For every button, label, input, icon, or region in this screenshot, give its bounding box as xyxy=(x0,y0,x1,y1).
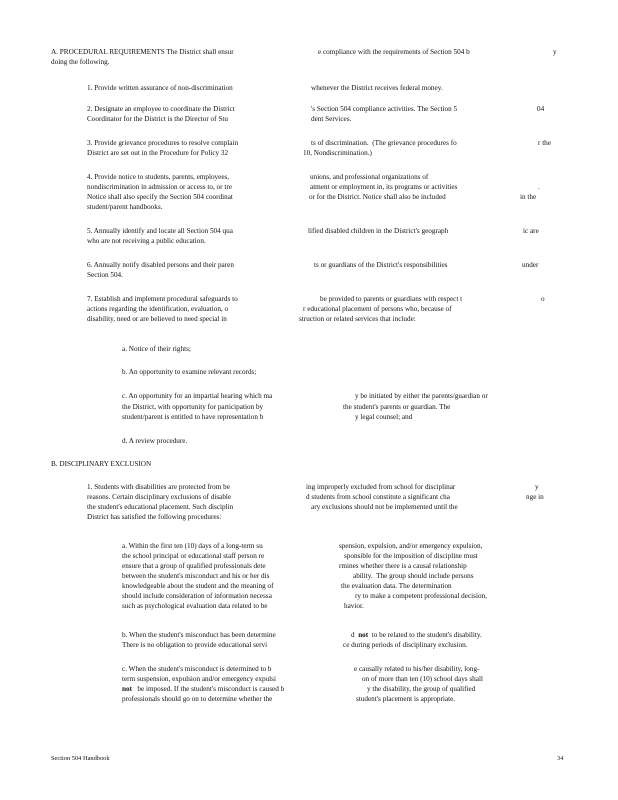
item-4-line4a: student/parent handbooks. xyxy=(87,203,163,211)
item-2-line1c: 04 xyxy=(537,105,545,113)
b1a-line1b: spension, expulsion, and/or emergency expulsion, xyxy=(339,542,483,550)
b1b-line1a: b. When the student's misconduct has been determine xyxy=(122,631,276,639)
item-5-line1b: lified disabled children in the District's geograph xyxy=(308,227,449,235)
b1b-not-bold: not xyxy=(358,631,369,639)
item-7-line3b: struction or related services that include: xyxy=(299,315,416,323)
b1-line2c: nge in xyxy=(526,493,544,501)
page-number: 34 xyxy=(557,755,564,762)
item-2-line1a: 2. Designate an employee to coordinate the District xyxy=(87,105,235,113)
b1a-line4b: ability. The group should include persons xyxy=(353,572,474,580)
subitem-c-line3b: y legal counsel; and xyxy=(355,413,413,421)
subitem-a: a. Notice of their rights; xyxy=(122,345,191,353)
item-3-line2a: District are set out in the Procedure for Policy 32 xyxy=(87,149,229,157)
item-4-line3c: in the xyxy=(520,193,537,201)
item-4-line2b: atment or employment in, its programs or activities xyxy=(310,183,458,191)
subitem-d: d. A review procedure. xyxy=(122,437,188,445)
b1a-line7a: such as psychological evaluation data related to be xyxy=(122,602,268,610)
item-7-line1a: 7. Establish and implement procedural safeguards to xyxy=(87,295,238,303)
subitem-b: b. An opportunity to examine relevant records; xyxy=(122,368,257,376)
b1a-line5b: the evaluation data. The determination xyxy=(341,582,452,590)
b1b-line1b xyxy=(351,631,482,640)
b1-line3b: ary exclusions should not be implemented until the xyxy=(311,503,458,511)
b1a-line7b: havior. xyxy=(344,602,364,610)
b1c-line3a xyxy=(122,685,284,694)
b1-line1c: y xyxy=(535,483,539,491)
item-2-line2a: Coordinator for the District is the Director of Stu xyxy=(87,115,228,123)
b1a-line1a: a. Within the first ten (10) days of a long-term su xyxy=(122,542,263,550)
item-1-line1b: whenever the District receives federal money. xyxy=(311,84,443,92)
b1c-line4a: professionals should go on to determine whether the xyxy=(122,695,273,703)
b1b-rest: to be related to the student's disability. xyxy=(368,631,482,639)
item-4-line1a: 4. Provide notice to students, parents, employees, xyxy=(87,173,230,181)
b1a-line6a: should include consideration of information necessa xyxy=(122,592,272,600)
item-6-line1b: ts or guardians of the District's responsibilities xyxy=(314,261,448,269)
subitem-c-line2a: the District, with opportunity for participation by xyxy=(122,403,264,411)
b1-line2a: reasons. Certain disciplinary exclusions of disable xyxy=(87,493,232,501)
subitem-c-line2b: the student's parents or guardian. The xyxy=(343,403,451,411)
item-3-line1a: 3. Provide grievance procedures to resolve complain xyxy=(87,139,239,147)
item-3-line1c: r the xyxy=(538,139,551,147)
footer-left: Section 504 Handbook xyxy=(51,755,110,762)
section-a-heading-cont: e compliance with the requirements of Section 504 b xyxy=(318,48,470,56)
item-6-line2a: Section 504. xyxy=(87,271,123,279)
b1a-line3b: rmines whether there is a causal relationship xyxy=(339,562,467,570)
b1c-line1a: c. When the student's misconduct is determined to b xyxy=(122,665,272,673)
item-4-line1b: unions, and professional organizations of xyxy=(310,173,429,181)
b1b-line2a: There is no obligation to provide educational servi xyxy=(122,641,268,649)
item-4-line3b: or for the District. Notice shall also be included xyxy=(309,193,446,201)
section-a-heading: A. PROCEDURAL REQUIREMENTS The District shall ensur xyxy=(51,48,234,56)
item-2-line1b: 's Section 504 compliance activities. The Section 5 xyxy=(311,105,458,113)
subitem-c-line1a: c. An opportunity for an impartial hearing which ma xyxy=(122,392,273,400)
item-3-line2b: 10, Nondiscrimination.) xyxy=(303,149,372,157)
b1a-line2a: the school principal or educational staff person re xyxy=(122,552,265,560)
item-5-line2a: who are not receiving a public education. xyxy=(87,237,206,245)
item-6-line1a: 6. Annually notify disabled persons and their paren xyxy=(87,261,234,269)
section-a-heading-line2: doing the following. xyxy=(51,58,110,66)
b1-line2b: d students from school constitute a significant cha xyxy=(306,493,450,501)
item-6-line1c: under xyxy=(522,261,539,269)
item-5-line1c: ic are xyxy=(523,227,539,235)
b1c-line4b: student's placement is appropriate. xyxy=(356,695,456,703)
b1c-line2b: on of more than ten (10) school days shall xyxy=(362,675,483,683)
item-7-line2b: r educational placement of persons who, because of xyxy=(303,305,452,313)
b1-line4a: District has satisfied the following procedures: xyxy=(87,513,222,521)
item-7-line2a: actions regarding the identification, evaluation, o xyxy=(87,305,229,313)
b1c-line1b: e causally related to his/her disability, long- xyxy=(354,665,480,673)
b1b-line2b: ce during periods of disciplinary exclusion. xyxy=(343,641,468,649)
item-7-line3a: disability, need or are believed to need special in xyxy=(87,315,227,323)
item-7-line1c: o xyxy=(541,295,545,303)
b1a-line4a: between the student's misconduct and his or her dis xyxy=(122,572,270,580)
b1a-line6b: ry to make a competent professional decision, xyxy=(355,592,487,600)
b1-line1b: ing improperly excluded from school for disciplinar xyxy=(306,483,456,491)
b1-line1a: 1. Students with disabilities are protected from be xyxy=(87,483,230,491)
item-4-line2a: nondiscrimination in admission or access to, or tre xyxy=(87,183,232,191)
b1a-line2b: sponsible for the imposition of discipline must xyxy=(344,552,478,560)
b1c-line3b: y the disability, the group of qualified xyxy=(367,685,476,693)
item-4-line3a: Notice shall also specify the Section 504 coordinat xyxy=(87,193,233,201)
subitem-c-line1b: y be initiated by either the parents/guardian or xyxy=(355,392,488,400)
item-3-line1b: ts of discrimination. (The grievance procedures fo xyxy=(311,139,457,147)
item-2-line2b: dent Services. xyxy=(311,115,352,123)
item-1-line1a: 1. Provide written assurance of non-discrimination xyxy=(87,84,233,92)
b1-line3a: the student's educational placement. Such disciplin xyxy=(87,503,234,511)
section-b-heading: B. DISCIPLINARY EXCLUSION xyxy=(51,460,152,468)
item-5-line1a: 5. Annually identify and locate all Section 504 qua xyxy=(87,227,233,235)
item-4-line2c: . xyxy=(538,183,540,191)
item-7-line1b: be provided to parents or guardians with respect t xyxy=(320,295,463,303)
subitem-c-line3a: student/parent is entitled to have representation b xyxy=(122,413,264,421)
b1b-d: d xyxy=(351,631,359,639)
b1c-line2a: term suspension, expulsion and/or emergency expulsi xyxy=(122,675,276,683)
section-a-heading-end: y xyxy=(553,48,557,56)
b1c-not-bold: not xyxy=(122,685,132,693)
b1a-line3a: ensure that a group of qualified professionals dete xyxy=(122,562,266,570)
b1c-line3-rest: be imposed. If the student's misconduct is caused b xyxy=(132,685,285,693)
b1a-line5a: knowledgeable about the student and the meaning of xyxy=(122,582,274,590)
